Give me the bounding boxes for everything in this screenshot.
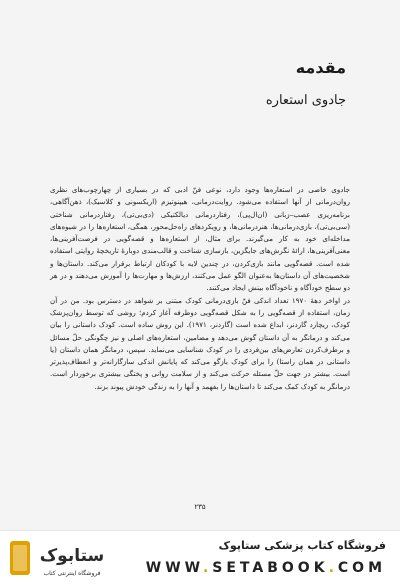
url-part: WWW xyxy=(145,560,203,576)
body-text xyxy=(50,184,350,393)
store-name: فروشگاه کتاب پزشکی ستاپوک xyxy=(218,539,386,552)
chapter-title: مقدمه xyxy=(295,58,346,77)
logo-subtext: فروشگاه اینترنتی کتاب xyxy=(43,570,101,577)
logo-text: ستابوک xyxy=(39,546,105,566)
url-dot: . xyxy=(328,560,338,576)
paragraph: در اواخر دههٔ ۱۹۷۰ تعداد اندکی فنّ بازی‌درمانی کودک مبتنی بر شواهد در دسترس بود. من در آن زمان، استفاده از قصه‌گویی را به شکل قصه‌گویی دوطرفه آغاز کردم؛ روشی که توسط روان‌پزشک کودک، ریچارد گاردنر، ابداع شده است (گاردنر، ۱۹۷۱). این روش ساده است. کودک داستانی را بیان می‌کند و درمانگر به آن داستان گوش می‌دهد و مضامین، استعاره‌های اصلی و نیز چگونگی حلّ مسائل و برطرف‌کردن تعارض‌های بین‌فردی را در کودک شناسایی می‌نماید. سپس، درمانگر همان داستان (یا داستانی در همان راستا) را برای کودک بازگو می‌کند که پایانش اندکی سازگارانه‌تر و انعطاف‌پذیرتر است. بیشتر در جهت حلّ مسئله حرکت می‌کند و از سلامت روانی و پختگی بیشتری برخوردار است. درمانگر به کودک کمک می‌کند تا داستان‌ها را بفهمد و آنها را به زندگی خودش پیوند بزند. xyxy=(50,295,351,391)
store-url[interactable] xyxy=(146,560,386,576)
url-part: COM xyxy=(337,560,386,576)
url-dot: . xyxy=(202,560,213,576)
store-banner xyxy=(0,530,400,587)
paragraph: جادوی خاصی در استعاره‌ها وجود دارد، نوعی فنّ ادبی که در بسیاری از چهارچوب‌های نظری روان‌درمانی از آنها استفاده می‌شود. روایت‌درمانی، هیپنوتیزم (اریکسونی و کلاسیک)، ذهن‌آگاهی، برنامه‌ریزی عصب–زبانی (ان‌ال‌پی)، رفتاردرمانی دیالکتیکی (دی‌بی‌تی)، رفتاردرمانی شناختی (سی‌بی‌تی)، بازی‌درمانی‌ها، هنردرمانی‌ها، و رویکردهای راه‌حل‌محور، همگی، استعاره‌ها را در شیوه‌های مداخله‌ای خود به کار می‌گیرند. برای مثال، از استعاره‌ها و قصه‌گویی در فرصت‌آفرینی‌ها، معنی‌آفرینی‌ها، ارائهٔ نگرش‌های جایگزین، بازسازی شناخت و قالب‌مندی دوبارهٔ تاریخچهٔ روایتی استفاده شده است. قصه‌گویی مانند بازی‌کردن، در چندین لایه با کودکان ارتباط برقرار می‌کند. داستان‌ها و شخصیت‌های آن داستان‌ها به‌عنوان الگو عمل می‌کنند، ارزش‌ها و مهارت‌ها را آموزش می‌دهند و در هر دو سطح خودآگاه و ناخودآگاه بینش ایجاد می‌کنند. xyxy=(50,185,350,293)
page-number: ۲۳۵ xyxy=(194,503,206,511)
section-title: جادوی استعاره xyxy=(265,93,346,108)
url-part: SETABOOK xyxy=(212,560,329,576)
setabook-logo xyxy=(10,537,110,581)
